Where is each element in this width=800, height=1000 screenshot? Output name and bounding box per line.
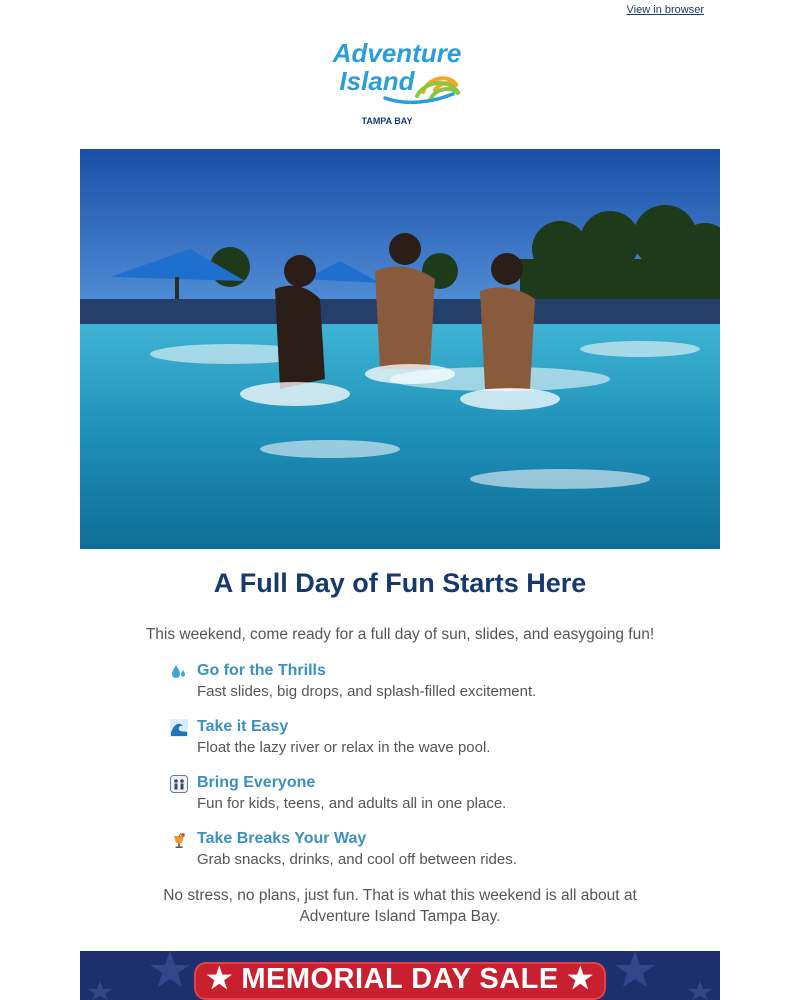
logo-line1: Adventure: [332, 38, 462, 68]
feature-title: Go for the Thrills: [197, 662, 326, 679]
feature-list: [170, 660, 690, 884]
feature-item-thrills: [170, 660, 690, 716]
headline: A Full Day of Fun Starts Here: [213, 568, 587, 598]
logo-location: TAMPA BAY: [361, 116, 413, 126]
intro-text: This weekend, come ready for a full day of sun, slides, and easygoing fun!: [145, 626, 655, 643]
adventure-island-logo[interactable]: [325, 36, 475, 132]
feature-item-breaks: [170, 828, 690, 884]
feature-description: Grab snacks, drinks, and cool off between rides.: [197, 851, 517, 868]
logo-line2: Island: [339, 66, 415, 96]
memorial-day-sale-banner[interactable]: [80, 951, 720, 1000]
feature-description: Fun for kids, teens, and adults all in one place.: [197, 795, 507, 812]
feature-description: Float the lazy river or relax in the wave pool.: [197, 739, 491, 756]
tropical-drink-icon: [170, 831, 188, 849]
feature-item-easy: [170, 716, 690, 772]
view-in-browser-link[interactable]: View in browser: [626, 4, 704, 16]
feature-title: Take Breaks Your Way: [197, 830, 367, 847]
feature-title: Take it Easy: [197, 718, 289, 735]
splash-droplets-icon: [170, 663, 188, 681]
feature-title: Bring Everyone: [197, 774, 316, 791]
sale-title: ★ MEMORIAL DAY SALE ★: [206, 963, 594, 995]
logo-graphic: [325, 36, 475, 132]
closing-text: No stress, no plans, just fun. That is what this weekend is all about at Adventure Island Tampa Bay.: [163, 887, 637, 925]
top-bar: [0, 0, 800, 22]
hero-image[interactable]: [80, 149, 720, 549]
feature-item-everyone: [170, 772, 690, 828]
family-icon: [170, 775, 188, 793]
wave-icon: [170, 719, 188, 737]
hero-photo-wave-pool: [80, 149, 720, 549]
feature-description: Fast slides, big drops, and splash-filled excitement.: [197, 683, 537, 700]
